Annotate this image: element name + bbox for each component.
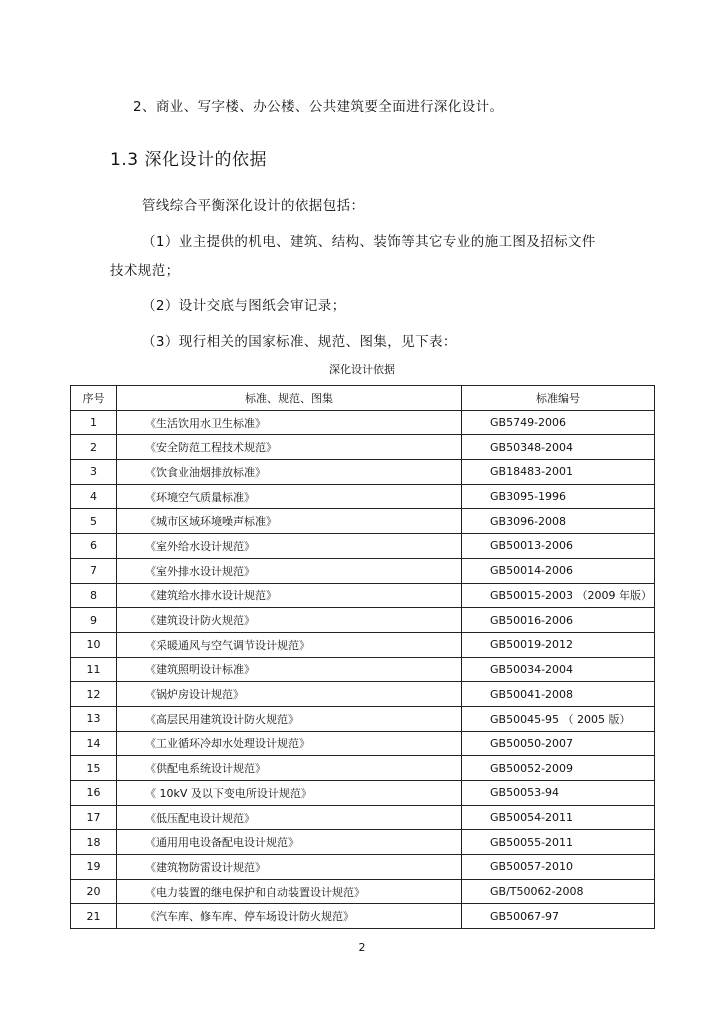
standard-name-cell: 《工业循环冷却水处理设计规范》 — [117, 731, 462, 756]
standard-name-cell: 《锅炉房设计规范》 — [117, 682, 462, 707]
standard-code-cell: GB50014-2006 — [462, 558, 655, 583]
standard-name-cell: 《电力装置的继电保护和自动装置设计规范》 — [117, 879, 462, 904]
row-number-cell: 8 — [71, 583, 117, 608]
standard-code-cell: GB50013-2006 — [462, 534, 655, 559]
table-body — [71, 410, 655, 928]
row-number-cell: 18 — [71, 830, 117, 855]
header-cell-code: 标准编号 — [462, 386, 655, 411]
table-row — [71, 657, 655, 682]
standard-code-cell: GB18483-2001 — [462, 460, 655, 485]
standard-code-cell: GB50348-2004 — [462, 435, 655, 460]
standard-name-cell: 《低压配电设计规范》 — [117, 805, 462, 830]
row-number-cell: 12 — [71, 682, 117, 707]
table-row — [71, 879, 655, 904]
header-cell-no: 序号 — [71, 386, 117, 411]
standard-code-cell: GB50015-2003 （2009 年版） — [462, 583, 655, 608]
table-row — [71, 805, 655, 830]
standard-code-cell: GB3095-1996 — [462, 484, 655, 509]
standard-name-cell: 《建筑给水排水设计规范》 — [117, 583, 462, 608]
paragraph-basis-3: （3）现行相关的国家标准、规范、图集，见下表： — [142, 334, 457, 350]
table-caption: 深化设计依据 — [329, 363, 395, 376]
standard-name-cell: 《采暖通风与空气调节设计规范》 — [117, 632, 462, 657]
table-row — [71, 534, 655, 559]
standard-name-cell: 《 10kV 及以下变电所设计规范》 — [117, 781, 462, 806]
paragraph-basis-1-continuation: 技术规范； — [110, 263, 180, 279]
table-header-row — [71, 386, 655, 411]
standard-code-cell: GB50034-2004 — [462, 657, 655, 682]
standard-name-cell: 《建筑照明设计标准》 — [117, 657, 462, 682]
table-row — [71, 781, 655, 806]
table-row — [71, 855, 655, 880]
table-row — [71, 756, 655, 781]
row-number-cell: 2 — [71, 435, 117, 460]
standard-name-cell: 《供配电系统设计规范》 — [117, 756, 462, 781]
row-number-cell: 19 — [71, 855, 117, 880]
row-number-cell: 11 — [71, 657, 117, 682]
standard-name-cell: 《室外给水设计规范》 — [117, 534, 462, 559]
standard-code-cell: GB5749-2006 — [462, 410, 655, 435]
paragraph-item-2: 2、商业、写字楼、办公楼、公共建筑要全面进行深化设计。 — [133, 99, 504, 115]
table-row — [71, 632, 655, 657]
paragraph-basis-1: （1）业主提供的机电、建筑、结构、装饰等其它专业的施工图及招标文件 — [142, 234, 596, 250]
standard-code-cell: GB50016-2006 — [462, 608, 655, 633]
standard-code-cell: GB50057-2010 — [462, 855, 655, 880]
standard-name-cell: 《室外排水设计规范》 — [117, 558, 462, 583]
standard-code-cell: GB50045-95 （ 2005 版） — [462, 706, 655, 731]
table-row — [71, 731, 655, 756]
row-number-cell: 16 — [71, 781, 117, 806]
page-number: 2 — [358, 941, 366, 954]
header-cell-standard: 标准、规范、图集 — [117, 386, 462, 411]
standard-name-cell: 《安全防范工程技术规范》 — [117, 435, 462, 460]
row-number-cell: 7 — [71, 558, 117, 583]
table-row — [71, 410, 655, 435]
table-row — [71, 435, 655, 460]
standard-name-cell: 《城市区域环境噪声标准》 — [117, 509, 462, 534]
standard-name-cell: 《建筑物防雷设计规范》 — [117, 855, 462, 880]
table-row — [71, 558, 655, 583]
table-row — [71, 830, 655, 855]
standard-name-cell: 《饮食业油烟排放标准》 — [117, 460, 462, 485]
table-row — [71, 484, 655, 509]
table-row — [71, 608, 655, 633]
standard-name-cell: 《环境空气质量标准》 — [117, 484, 462, 509]
standard-code-cell: GB50067-97 — [462, 904, 655, 929]
table-row — [71, 583, 655, 608]
standard-code-cell: GB50050-2007 — [462, 731, 655, 756]
standard-name-cell: 《生活饮用水卫生标准》 — [117, 410, 462, 435]
standard-name-cell: 《通用用电设备配电设计规范》 — [117, 830, 462, 855]
row-number-cell: 15 — [71, 756, 117, 781]
table-row — [71, 904, 655, 929]
standard-name-cell: 《建筑设计防火规范》 — [117, 608, 462, 633]
row-number-cell: 1 — [71, 410, 117, 435]
row-number-cell: 14 — [71, 731, 117, 756]
standard-name-cell: 《高层民用建筑设计防火规范》 — [117, 706, 462, 731]
row-number-cell: 6 — [71, 534, 117, 559]
standards-table — [70, 385, 655, 929]
row-number-cell: 10 — [71, 632, 117, 657]
standard-code-cell: GB/T50062-2008 — [462, 879, 655, 904]
section-heading: 1.3 深化设计的依据 — [110, 150, 267, 170]
row-number-cell: 3 — [71, 460, 117, 485]
table-row — [71, 706, 655, 731]
row-number-cell: 17 — [71, 805, 117, 830]
row-number-cell: 21 — [71, 904, 117, 929]
paragraph-intro: 管线综合平衡深化设计的依据包括： — [142, 198, 365, 214]
paragraph-basis-2: （2）设计交底与图纸会审记录； — [142, 298, 346, 314]
row-number-cell: 13 — [71, 706, 117, 731]
row-number-cell: 9 — [71, 608, 117, 633]
table-row — [71, 682, 655, 707]
table-row — [71, 509, 655, 534]
standard-code-cell: GB50019-2012 — [462, 632, 655, 657]
row-number-cell: 5 — [71, 509, 117, 534]
standard-name-cell: 《汽车库、修车库、停车场设计防火规范》 — [117, 904, 462, 929]
standard-code-cell: GB50054-2011 — [462, 805, 655, 830]
row-number-cell: 4 — [71, 484, 117, 509]
row-number-cell: 20 — [71, 879, 117, 904]
standard-code-cell: GB50052-2009 — [462, 756, 655, 781]
standard-code-cell: GB50055-2011 — [462, 830, 655, 855]
standard-code-cell: GB50053-94 — [462, 781, 655, 806]
table-row — [71, 460, 655, 485]
standard-code-cell: GB3096-2008 — [462, 509, 655, 534]
standard-code-cell: GB50041-2008 — [462, 682, 655, 707]
